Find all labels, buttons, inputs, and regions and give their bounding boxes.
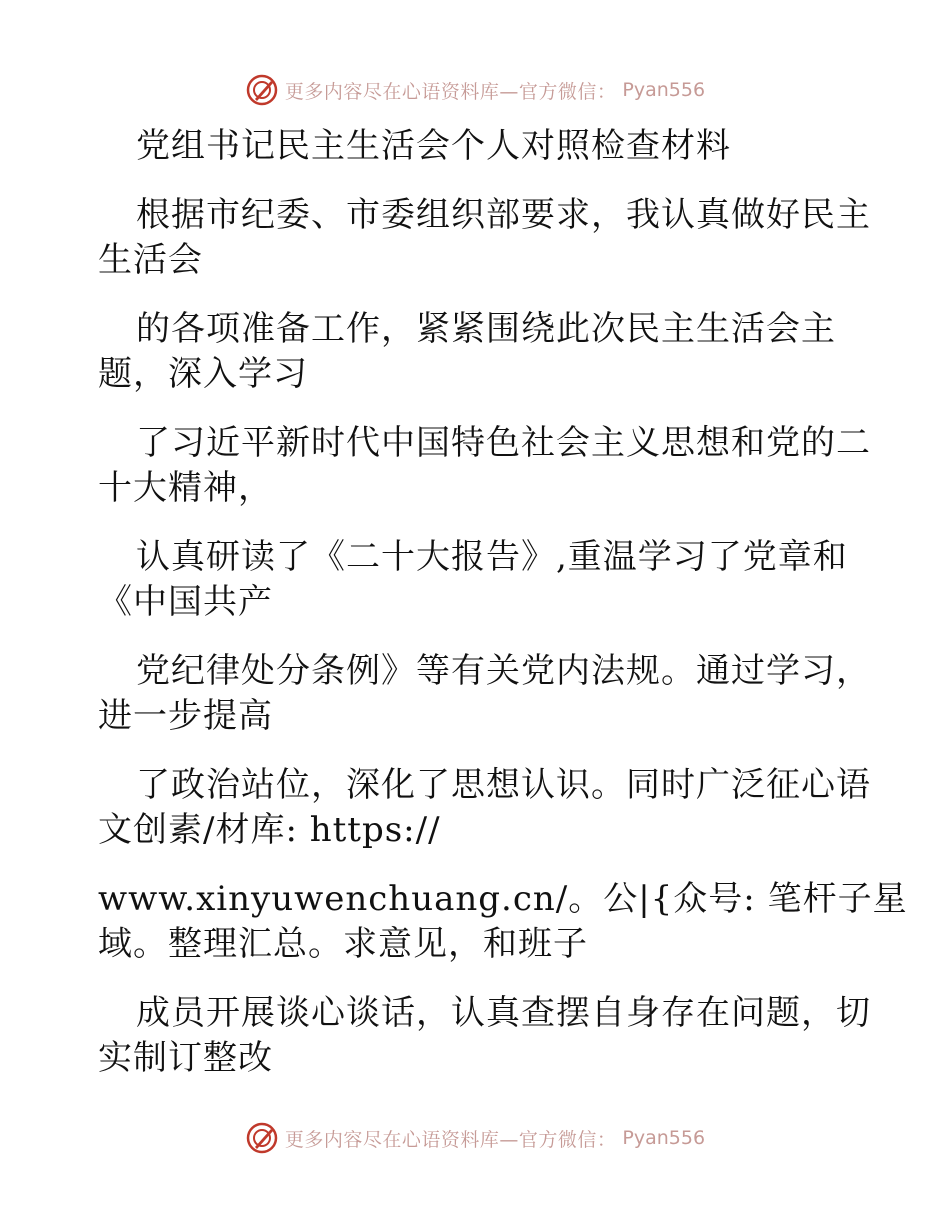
document-body [98,124,908,1081]
text-line: 文创素/材库: https:// [98,810,441,850]
header-watermark [0,70,950,110]
watermark-account: Pyan556 [622,1127,706,1149]
watermark-text: 更多内容尽在心语资料库—官方微信： [284,80,617,103]
text-line: 《中国共产 [98,582,273,622]
watermark-account: Pyan556 [622,79,706,101]
text-line: 进一步提高 [98,696,273,736]
text-line: 域。整理汇总。求意见，和班子 [98,924,588,964]
document-title: 党组书记民主生活会个人对照检查材料 [136,126,731,166]
text-line: 生活会 [98,240,203,280]
text-line: 实制订整改 [98,1038,273,1078]
text-line: 根据市纪委、市委组织部要求，我认真做好民主 [136,195,871,235]
text-line: www.xinyuwenchuang.cn/。公|{众号: 笔杆子星 [98,879,908,919]
text-line: 十大精神， [98,468,273,508]
footer-watermark [0,1118,950,1158]
text-line: 的各项准备工作，紧紧围绕此次民主生活会主 [136,309,836,349]
text-line: 题，深入学习 [98,354,308,394]
pen-logo-icon [245,1121,279,1155]
text-line: 了政治站位，深化了思想认识。同时广泛征心语 [136,765,871,805]
pen-logo-icon [245,73,279,107]
text-line: 认真研读了《二十大报告》,重温学习了党章和 [136,537,848,577]
watermark-text: 更多内容尽在心语资料库—官方微信： [284,1128,617,1151]
text-line: 了习近平新时代中国特色社会主义思想和党的二 [136,423,871,463]
text-line: 党纪律处分条例》等有关党内法规。通过学习， [136,651,871,691]
text-line: 成员开展谈心谈话，认真查摆自身存在问题，切 [136,993,871,1033]
